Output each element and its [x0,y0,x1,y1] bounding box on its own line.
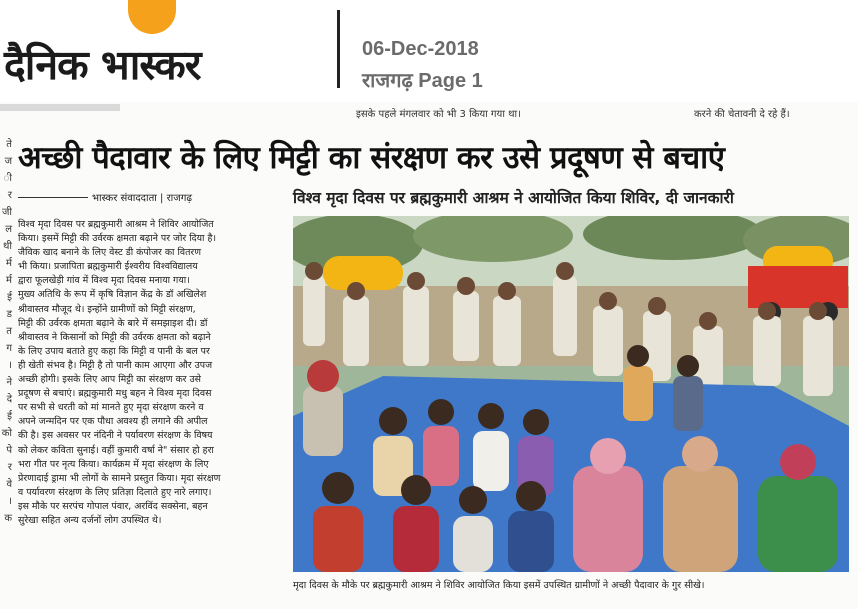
body-line: विश्व मृदा दिवस पर ब्रह्मकुमारी आश्रम ने शिविर आयोजित [18,219,214,230]
fragment: ई [7,292,12,303]
body-line: सुरेखा सहित अन्य दर्जनों लोग उपस्थित थे। [18,514,162,526]
fragment: जी [1,207,12,218]
fragment: र [7,190,12,201]
fragment: । [8,496,12,507]
fragment: थी [3,241,12,252]
fragment: वे [6,479,12,490]
body-line: इस मौके पर सरपंच गोपाल पंवार, अरविंद सक्सेना, बहन [18,500,208,512]
body-line: श्रीवास्तव मौजूद थे। इन्होंने ग्रामीणों को मिट्टी संरक्षण, [18,303,196,315]
fragment: ज [4,156,12,167]
article-subhead: विश्व मृदा दिवस पर ब्रह्मकुमारी आश्रम ने आयोजित किया शिविर, दी जानकारी [293,189,734,207]
fragment: पे [6,445,12,456]
fragment: र्म [6,275,12,286]
body-line: भरा गीत पर नृत्य किया। कार्यक्रम में मृदा संरक्षण के लिए [18,458,209,470]
adjacent-column-fragments [0,136,14,596]
body-line: भी किया। प्रजापिता ब्रह्मकुमारी ईश्वरीय विश्वविद्यालय [18,261,198,273]
article-byline: भास्कर संवाददाता | राजगढ़ [92,193,192,204]
article-body [18,218,280,528]
byline-rule [18,197,88,198]
masthead [0,0,858,100]
fragment: क [4,513,12,524]
body-line: प्रदूषण से बचाएं। ब्रह्मकुमारी मधु बहन ने विश्व मृदा दिवस [18,388,212,400]
next-story-strip [0,598,858,609]
previous-story-text-right: करने की चेतावनी दे रहे हैं। [694,109,790,120]
fragment: ई [7,411,12,422]
body-line: प्रेरणादाई ड्रामा भी लोगों के सामने प्रस्तुत किया। मृदा संरक्षण [18,472,221,484]
previous-story-bar [0,104,120,111]
previous-story-text-left: इसके पहले मंगलवार को भी 3 किया गया था। [356,109,521,120]
masthead-divider [337,10,340,88]
sun-logo-icon [128,0,176,34]
fragment: र [7,462,12,473]
body-line: जैविक खाद बनाने के लिए वेस्ट डी कंपोजर का वितरण [18,247,202,259]
body-line: ही खेती संभव है। मिट्टी है तो पानी काम आएगा और उपज [18,359,213,371]
fragment: दे [6,394,12,405]
body-line: अच्छी होगी। इसके लिए आप मिट्टी का संरक्षण कर उसे [18,374,201,386]
village-gathering-illustration [293,216,849,572]
fragment: ते [6,139,12,150]
fragment: ड [6,309,12,320]
body-line: मिट्टी की उर्वरक क्षमता बढ़ाने के बारे में समझाइश दी। डॉ [18,317,208,329]
fragment: । [8,360,12,371]
edition-page: राजगढ़ Page 1 [362,70,483,92]
body-line: द्वारा फूलखेड़ी गांव में विश्व मृदा दिवस मनाया गया। [18,275,190,287]
fragment: ल [5,224,12,235]
body-line: श्रीवास्तव ने किसानों को मिट्टी की उर्वरक क्षमता को बढ़ाने [18,331,211,343]
fragment: ी [3,173,12,184]
body-line: अपने जन्मदिन पर एक पौधा अवश्य ही लगाने की अपील [18,416,208,428]
article-photo [293,216,849,572]
fragment: ग [6,343,12,354]
body-line: व पर्यावरण संरक्षण के लिए प्रतिज्ञा दिलाते हुए नारे लगाए। [18,486,212,498]
edition-date: 06-Dec-2018 [362,38,479,60]
fragment: र्म [6,258,12,269]
fragment: को [1,428,12,439]
article-headline: अच्छी पैदावार के लिए मिट्टी का संरक्षण कर उसे प्रदूषण से बचाएं [18,140,725,176]
body-line: के लिए उपाय बताते हुए कहा कि मिट्टी व पानी के बल पर [18,345,210,357]
body-line: मुख्य अतिथि के रूप में कृषि विज्ञान केंद्र के डॉ अखिलेश [18,289,207,301]
newspaper-logo: दैनिक भास्कर [4,41,201,89]
body-line: किया। इसमें मिट्टी की उर्वरक क्षमता बढ़ाने पर जोर दिया है। [18,233,216,245]
body-line: की है। इस अवसर पर नंदिनी ने पर्यावरण संरक्षण के विषय [18,430,213,442]
fragment: ने [6,377,12,388]
body-line: पर सभी से धरती को मां मानते हुए मृदा संरक्षण करने व [18,402,204,414]
photo-caption: मृदा दिवस के मौके पर ब्रह्मकुमारी आश्रम ने शिविर आयोजित किया इसमें उपस्थित ग्रामीणों ने अच्छी पैदावार के गुर सीखे। [293,580,705,591]
body-line: को लेकर कविता सुनाई। वहीं कुमारी वर्षा ने" संसार हो हरा [18,444,214,456]
fragment: त [6,326,12,337]
